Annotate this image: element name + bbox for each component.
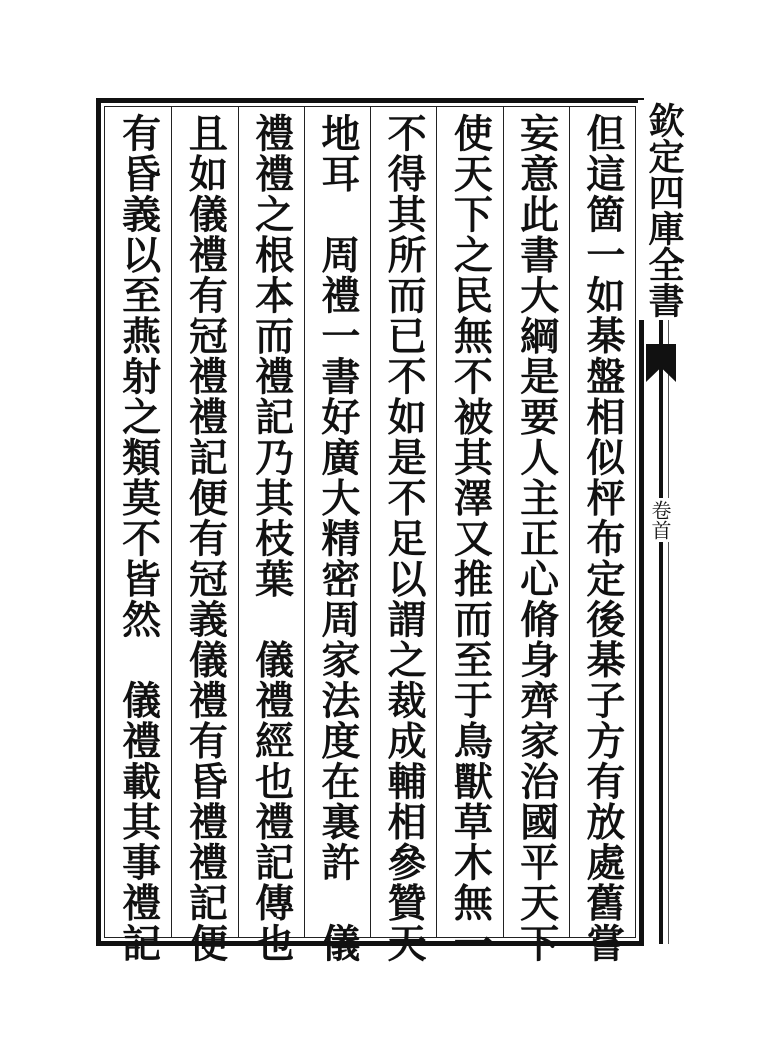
column-text: 地耳 周禮一書好廣大精密周家法度在裏許 儀 <box>314 113 361 964</box>
text-column <box>171 107 237 964</box>
column-text: 但這箇一如棊盤相似枰布定後棊子方有放處舊嘗 <box>579 113 626 964</box>
text-columns <box>105 107 635 964</box>
text-column <box>569 107 635 964</box>
column-text: 且如儀禮有冠禮禮記便有冠義儀禮有昏禮禮記便 <box>182 113 229 964</box>
column-text: 妄意此書大綱是要人主正心脩身齊家治國平天下 <box>513 113 560 964</box>
text-column <box>304 107 370 964</box>
text-column <box>436 107 502 964</box>
column-text: 使天下之民無不被其澤又推而至于鳥獸草木無一 <box>447 113 494 964</box>
margin-juan: 卷首 <box>648 500 672 540</box>
column-text: 禮禮之根本而禮記乃其枝葉 儀禮經也禮記傳也 <box>248 113 295 964</box>
column-text: 有昏義以至燕射之類莫不皆然 儀禮載其事禮記 <box>115 113 162 964</box>
column-text: 不得其所而已不如是不足以謂之裁成輔相參贊天 <box>381 113 428 964</box>
text-column <box>105 107 171 964</box>
text-column <box>503 107 569 964</box>
margin-title: 欽定四庫全書 <box>638 100 682 320</box>
text-column <box>370 107 436 964</box>
text-column <box>238 107 304 964</box>
